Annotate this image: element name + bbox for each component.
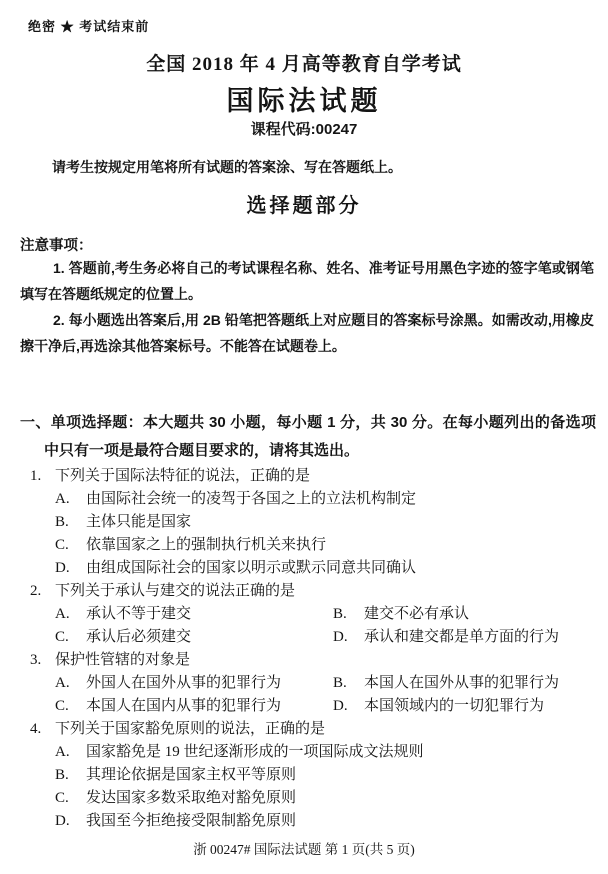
notes-list: [0, 255, 608, 359]
option-item: [333, 695, 598, 718]
option-text: 依靠国家之上的强制执行机关来执行: [86, 537, 327, 553]
question-number: 3.: [30, 652, 42, 668]
question-item: [30, 718, 598, 833]
question-stem-line: [30, 649, 598, 672]
option-text: 主体只能是国家: [86, 514, 192, 530]
option-item: [55, 810, 598, 833]
option-label: C.: [55, 698, 69, 714]
question-options: [55, 488, 598, 580]
option-label: D.: [333, 629, 348, 645]
option-text: 由组成国际社会的国家以明示或默示同意共同确认: [86, 560, 417, 576]
option-label: A.: [55, 675, 70, 691]
course-code: 课程代码:00247: [250, 121, 358, 138]
option-item: [55, 764, 598, 787]
option-item: [55, 511, 598, 534]
option-text: 承认和建交都是单方面的行为: [364, 629, 560, 645]
question-item: [30, 465, 598, 580]
option-label: C.: [55, 537, 69, 553]
option-text: 承认后必须建交: [86, 629, 192, 645]
question-stem: 下列关于承认与建交的说法正确的是: [55, 583, 296, 599]
option-text: 我国至今拒绝接受限制豁免原则: [86, 813, 297, 829]
option-item: [333, 603, 598, 626]
question-stem-line: [30, 580, 598, 603]
option-item: [55, 488, 598, 511]
option-label: A.: [55, 606, 70, 622]
notice-item: 2. 每小题选出答案后,用 2B 铅笔把答题纸上对应题目的答案标号涂黑。如需改动,用橡皮擦干净后,再选涂其他答案标号。不能答在试题卷上。: [20, 312, 594, 354]
option-label: C.: [55, 790, 69, 806]
notes-heading: 注意事项：: [20, 238, 93, 254]
question-stem: 下列关于国际法特征的说法，正确的是: [55, 468, 311, 484]
option-text: 其理论依据是国家主权平等原则: [86, 767, 297, 783]
question-item: [30, 580, 598, 649]
question-number: 4.: [30, 721, 42, 737]
option-item: [55, 787, 598, 810]
page-footer: 浙 00247# 国际法试题 第 1 页(共 5 页): [193, 842, 415, 857]
exam-title: 全国 2018 年 4 月高等教育自学考试: [146, 54, 462, 75]
question-stem-line: [30, 718, 598, 741]
paper-title: 国际法试题: [226, 86, 382, 116]
option-label: A.: [55, 744, 70, 760]
question-options: [55, 603, 598, 649]
option-text: 外国人在国外从事的犯罪行为: [86, 675, 282, 691]
option-item: [55, 695, 333, 718]
question-options: [55, 741, 598, 833]
option-text: 建交不必有承认: [364, 606, 470, 622]
option-item: [55, 557, 598, 580]
option-label: B.: [55, 514, 69, 530]
option-item: [55, 741, 598, 764]
option-label: C.: [55, 629, 69, 645]
option-text: 国家豁免是 19 世纪逐渐形成的一项国际成文法规则: [86, 744, 424, 760]
option-text: 本国领域内的一切犯罪行为: [364, 698, 545, 714]
option-item: [55, 534, 598, 557]
question-stem: 下列关于国家豁免原则的说法，正确的是: [55, 721, 326, 737]
section-title: 单项选择题：本大题共 30 小题，每小题 1 分，共 30 分。在每小题列出的备选项中只有一项是最符合题目要求的，请将其选出。: [44, 414, 596, 459]
notice-item: 1. 答题前,考生务必将自己的考试课程名称、姓名、准考证号用黑色字迹的签字笔或钢笔填写在答题纸规定的位置上。: [20, 260, 594, 302]
question-stem: 保护性管辖的对象是: [55, 652, 191, 668]
option-label: D.: [333, 698, 348, 714]
option-text: 承认不等于建交: [86, 606, 192, 622]
option-item: [55, 672, 333, 695]
multiple-choice-section-heading: 选择题部分: [246, 195, 362, 217]
questions-list: [30, 465, 598, 833]
option-text: 本国人在国外从事的犯罪行为: [364, 675, 560, 691]
option-item: [333, 672, 598, 695]
option-label: B.: [333, 675, 347, 691]
option-text: 由国际社会统一的凌驾于各国之上的立法机构制定: [86, 491, 417, 507]
question-number: 2.: [30, 583, 42, 599]
question-stem-line: [30, 465, 598, 488]
option-text: 本国人在国内从事的犯罪行为: [86, 698, 282, 714]
option-label: D.: [55, 560, 70, 576]
option-label: A.: [55, 491, 70, 507]
option-label: D.: [55, 813, 70, 829]
question-section-header: [20, 409, 596, 465]
answer-instruction: 请考生按规定用笔将所有试题的答案涂、写在答题纸上。: [52, 159, 402, 175]
section-number: 一、: [20, 414, 51, 431]
option-item: [55, 626, 333, 649]
option-label: B.: [55, 767, 69, 783]
question-item: [30, 649, 598, 718]
option-text: 发达国家多数采取绝对豁免原则: [86, 790, 297, 806]
option-item: [55, 603, 333, 626]
question-number: 1.: [30, 468, 42, 484]
classification-banner: 绝密 ★ 考试结束前: [28, 19, 150, 34]
option-label: B.: [333, 606, 347, 622]
question-options: [55, 672, 598, 718]
option-item: [333, 626, 598, 649]
